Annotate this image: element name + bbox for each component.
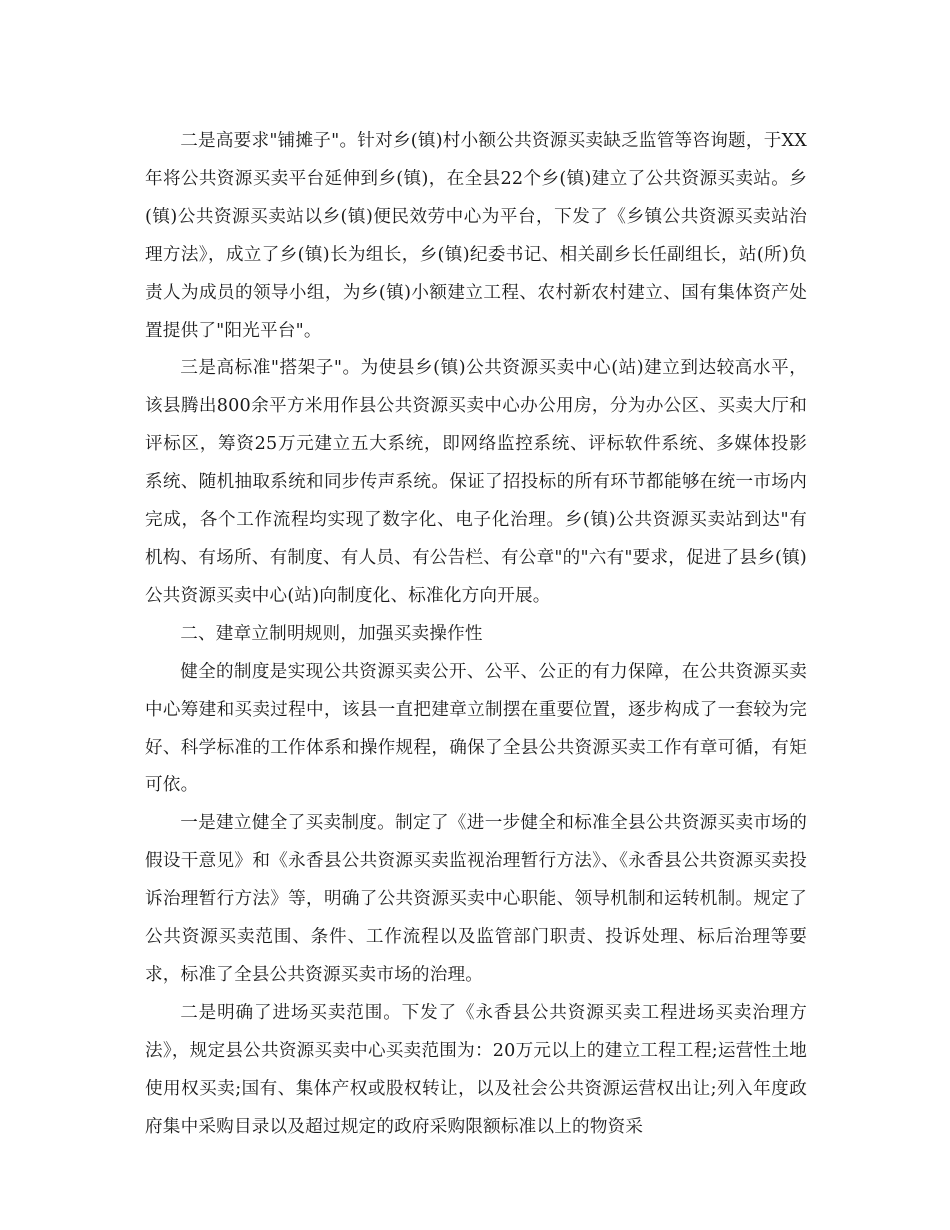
document-body bbox=[145, 123, 807, 1146]
section-heading-rules: 二、建章立制明规则，加强买卖操作性 bbox=[180, 623, 483, 644]
paragraph-sound-system: 健全的制度是实现公共资源买卖公开、公平、公正的有力保障，在公共资源买卖中心筹建和买卖过程中，该县一直把建章立制摆在重要位置，逐步构成了一套较为完好、科学标准的工作体系和操作规程，确保了全县公共资源买卖工作有章可循，有矩可依。 bbox=[145, 661, 807, 796]
paragraph-high-standard: 三是高标准"搭架子"。为使县乡(镇)公共资源买卖中心(站)建立到达较高水平，该县腾出800余平方米用作县公共资源买卖中心办公用房，分为办公区、买卖大厅和评标区，筹资25万元建立五大系统，即网络监控系统、评标软件系统、多媒体投影系统、随机抽取系统和同步传声系统。保证了招投标的所有环节都能够在统一市场内完成，各个工作流程均实现了数字化、电子化治理。乡(镇)公共资源买卖站到达"有机构、有场所、有制度、有人员、有公告栏、有公章"的"六有"要求，促进了县乡(镇)公共资源买卖中心(站)向制度化、标准化方向开展。 bbox=[145, 358, 807, 606]
paragraph-township-stations: 二是高要求"铺摊子"。针对乡(镇)村小额公共资源买卖缺乏监管等咨询题，于XX年将公共资源买卖平台延伸到乡(镇)，在全县22个乡(镇)建立了公共资源买卖站。乡(镇)公共资源买卖站以乡(镇)便民效劳中心为平台，下发了《乡镇公共资源买卖站治理方法》，成立了乡(镇)长为组长，乡(镇)纪委书记、相关副乡长任副组长，站(所)负责人为成员的领导小组，为乡(镇)小额建立工程、农村新农村建立、国有集体资产处置提供了"阳光平台"。 bbox=[145, 131, 807, 341]
paragraph-trading-scope: 二是明确了进场买卖范围。下发了《永香县公共资源买卖工程进场买卖治理方法》，规定县公共资源买卖中心买卖范围为：20万元以上的建立工程工程;运营性土地使用权买卖;国有、集体产权或股权转让，以及社会公共资源运营权出让;列入年度政府集中采购目录以及超过规定的政府采购限额标准以上的物资采 bbox=[145, 1002, 807, 1137]
paragraph-trading-rules: 一是建立健全了买卖制度。制定了《进一步健全和标准全县公共资源买卖市场的假设干意见》和《永香县公共资源买卖监视治理暂行方法》、《永香县公共资源买卖投诉治理暂行方法》等，明确了公共资源买卖中心职能、领导机制和运转机制。规定了公共资源买卖范围、条件、工作流程以及监管部门职责、投诉处理、标后治理等要求，标准了全县公共资源买卖市场的治理。 bbox=[145, 813, 807, 985]
